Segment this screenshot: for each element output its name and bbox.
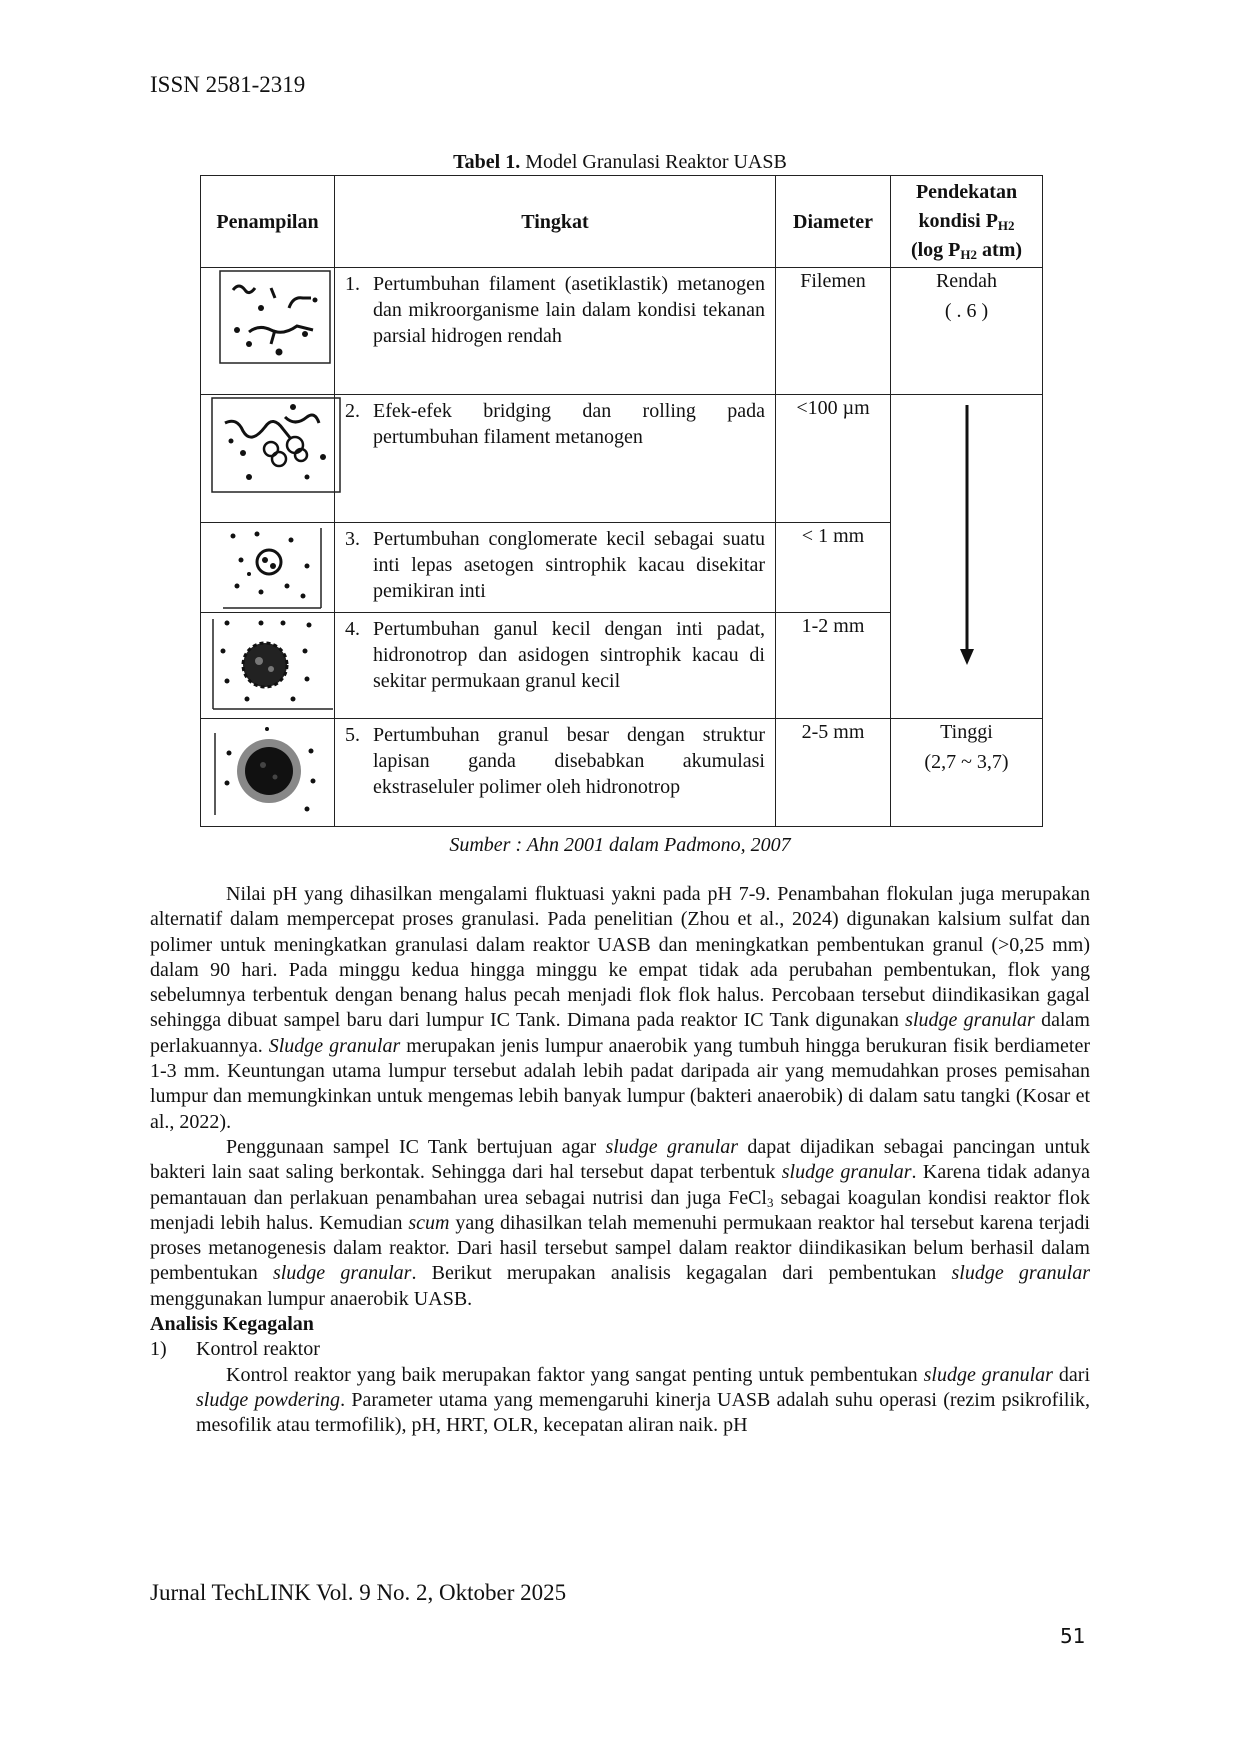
text-span: sebagai koagulan kondisi reaktor flok menjadi lebih halus. Kemudian: [150, 1186, 1090, 1234]
italic-term: sludge granular: [905, 1009, 1035, 1032]
stage-description: Pertumbuhan granul besar dengan struktur lapisan ganda disebabkan akumulasi ekstraseluler polimer oleh hidronotrop: [373, 724, 765, 798]
stage-description: Pertumbuhan filament (asetiklastik) metanogen dan mikroorganisme lain dalam kondisi tekanan parsial hidrogen rendah: [373, 273, 765, 347]
header-pendekatan-sub2: H2: [960, 247, 978, 262]
text-span: dapat dijadikan sebagai pancingan untuk bakteri lain saat saling berkontak. Sehingga dari hal tersebut dapat terbentuk: [150, 1135, 1091, 1184]
table-row: [201, 719, 1043, 827]
italic-term: sludge powdering: [196, 1388, 341, 1411]
stage-5-image: [201, 719, 335, 827]
stage-pendekatan: [891, 268, 1043, 395]
header-pendekatan: [891, 176, 1043, 268]
table-caption-text: Model Granulasi Reaktor UASB: [520, 151, 787, 173]
stage-4-image: [201, 613, 335, 719]
list-number: 1): [150, 1338, 167, 1361]
text-span: Penggunaan sampel IC Tank bertujuan agar: [226, 1135, 606, 1158]
arrow-down-icon: [957, 405, 977, 667]
text-span: Nilai pH yang dihasilkan mengalami fluktuasi yakni pada pH 7-9. Penambahan flokulan juga merupakan alternatif dalam mempercepat proses granulasi. Pada penelitian (Zhou et al., 2024) digunakan kalsium sulfat dan polimer untuk meningkatkan granulasi dalam reaktor UASB dan meningkatkan pembentukan granul (>0,25 mm) dalam 90 hari. Pada minggu kedua hingga minggu ke empat tidak ada perubahan pembentukan, flok yang sebelumnya terbentuk dengan benang halus pecah menjadi flok flok halus. Percobaan tersebut diindikasikan gagal sehingga dibuat sampel baru dari lumpur IC Tank. Dimana pada reaktor IC Tank digunakan: [150, 883, 1090, 1032]
stage-description: Efek-efek bridging dan rolling pada pertumbuhan filament metanogen: [373, 400, 765, 448]
table-row: [201, 395, 1043, 523]
text-span: yang dihasilkan telah memenuhi permukaan reaktor hal tersebut karena terjadi proses metanogenesis dalam reaktor. Dari hasil tersebut sampel dalam reaktor diindikasikan belum berhasil dalam pembentukan: [150, 1211, 1090, 1285]
stage-number: 5.: [345, 724, 360, 746]
italic-term: Sludge granular: [268, 1034, 401, 1057]
stage-number: 1.: [345, 273, 360, 295]
stage-2-image: [201, 395, 335, 523]
small-granule-illustration: [209, 615, 335, 713]
page-number: 51: [1060, 1624, 1086, 1648]
list-item: [150, 1337, 1090, 1362]
text-span: . Karena tidak adanya pemantauan dan perlakuan penambahan urea sebagai nutrisi dan juga FeCl: [150, 1161, 1091, 1209]
large-granule-illustration: [211, 723, 335, 819]
italic-term: sludge granular: [781, 1161, 912, 1184]
pendekatan-value: ( . 6 ): [944, 300, 989, 322]
stage-number: 4.: [345, 618, 360, 640]
header-pendekatan-line1: Pendekatan: [915, 181, 1018, 203]
pendekatan-label: Rendah: [935, 270, 998, 292]
table-source: Sumber : Ahn 2001 dalam Padmono, 2007: [449, 834, 791, 856]
list-label: Kontrol reaktor: [196, 1338, 320, 1361]
header-penampilan: Penampilan: [201, 176, 335, 268]
text-span: dalam perlakuannya.: [150, 1009, 1090, 1057]
stage-number: 2.: [345, 400, 360, 422]
italic-term: sludge granular: [272, 1262, 412, 1285]
issn-header: ISSN 2581-2319: [150, 72, 306, 97]
stage-diameter: < 1 mm: [776, 523, 891, 613]
text-span: Kontrol reaktor yang baik merupakan faktor yang sangat penting untuk pembentukan: [226, 1363, 924, 1386]
italic-term: sludge granular: [923, 1363, 1053, 1386]
header-diameter: Diameter: [776, 176, 891, 268]
paragraph-2: [150, 1135, 1090, 1312]
italic-term: sludge granular: [951, 1262, 1091, 1285]
pendekatan-arrow-cell: [891, 395, 1043, 719]
stage-1-image: [201, 268, 335, 395]
header-pendekatan-line3-end: atm): [977, 239, 1023, 261]
stage-description: Pertumbuhan ganul kecil dengan inti padat, hidronotrop dan asidogen sintrophik kacau di sekitar permukaan granul kecil: [373, 618, 765, 692]
body-text: [150, 882, 1090, 1439]
bridging-illustration: [211, 397, 341, 493]
header-pendekatan-line3: (log P: [910, 239, 961, 261]
header-pendekatan-sub: H2: [997, 218, 1015, 233]
stage-diameter: Filemen: [776, 268, 891, 395]
text-span: . Berikut merupakan analisis kegagalan dari pembentukan: [411, 1262, 952, 1285]
table-caption: [200, 151, 1040, 174]
subscript: 3: [766, 1194, 774, 1210]
journal-footer: Jurnal TechLINK Vol. 9 No. 2, Oktober 2025: [150, 1580, 567, 1605]
header-tingkat: Tingkat: [335, 176, 776, 268]
text-span: menggunakan lumpur anaerobik UASB.: [150, 1287, 473, 1310]
text-span: dari: [1052, 1363, 1090, 1386]
stage-3-image: [201, 523, 335, 613]
paragraph-3: [196, 1363, 1090, 1439]
stage-diameter: <100 µm: [776, 395, 891, 523]
italic-term: scum: [408, 1211, 450, 1234]
italic-term: sludge granular: [605, 1135, 739, 1158]
granulation-table: [200, 175, 1043, 827]
filament-illustration: [219, 270, 331, 364]
paragraph-1: [150, 882, 1090, 1135]
text-span: merupakan jenis lumpur anaerobik yang tumbuh hingga berukuran fisik berdiameter 1-3 mm. Keuntungan utama lumpur tersebut adalah lebih padat daripada air yang memudahkan proses pemisahan lumpur dan memungkinkan untuk mengemas lebih banyak lumpur (bakteri anaerobik) di dalam satu tangki (Kosar et al., 2022).: [150, 1034, 1090, 1133]
pendekatan-label: Tinggi: [940, 721, 993, 743]
pendekatan-value: (2,7 ~ 3,7): [924, 751, 1009, 773]
stage-number: 3.: [345, 528, 360, 550]
stage-description: Pertumbuhan conglomerate kecil sebagai suatu inti lepas asetogen sintrophik kacau disekitar pemikiran inti: [373, 528, 765, 602]
text-span: . Parameter utama yang memengaruhi kinerja UASB adalah suhu operasi (rezim psikrofilik, mesofilik atau termofilik), pH, HRT, OLR, kecepatan aliran naik. pH: [196, 1388, 1091, 1437]
stage-diameter: 1-2 mm: [776, 613, 891, 719]
stage-diameter: 2-5 mm: [776, 719, 891, 827]
table-row: [201, 268, 1043, 395]
section-heading: Analisis Kegagalan: [150, 1313, 314, 1336]
table-caption-label: Tabel 1.: [453, 151, 521, 173]
stage-pendekatan: [891, 719, 1043, 827]
header-pendekatan-line2: kondisi P: [918, 210, 998, 232]
conglomerate-illustration: [221, 526, 325, 610]
